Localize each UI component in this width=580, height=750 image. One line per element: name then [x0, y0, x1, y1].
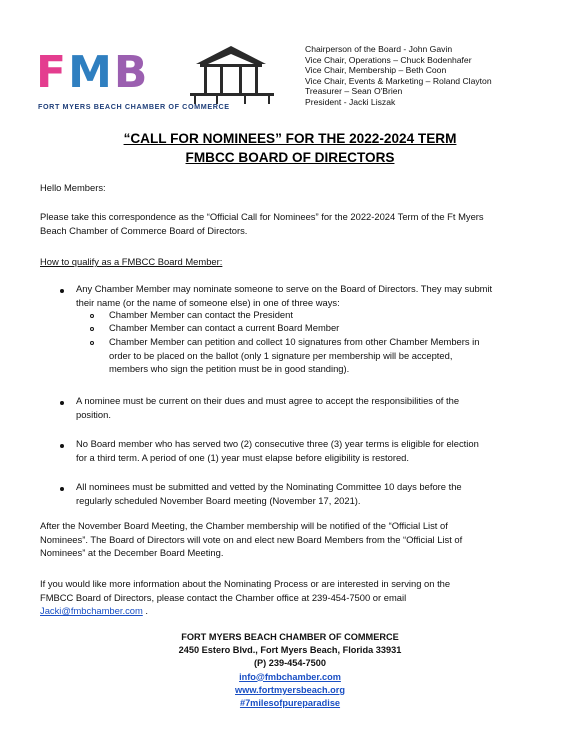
bullet-line: All nominees must be submitted and vetted by the Nominating Committee 10 days before the — [76, 481, 462, 492]
intro-paragraph — [40, 210, 550, 237]
bullet-deadline — [76, 480, 556, 507]
bullet-dot — [60, 401, 64, 405]
bullet-line: their name (or the name of someone else) in one of three ways: — [76, 296, 340, 308]
intro-line: Beach Chamber of Commerce Board of Directors. — [40, 224, 248, 236]
bullet-line: regularly scheduled November Board meeting (November 17, 2021). — [76, 494, 361, 506]
footer-email-link[interactable]: info@fmbchamber.com — [239, 671, 341, 682]
footer-hashtag-link[interactable]: #7milesofpureparadise — [239, 698, 341, 709]
officer-vice-chair-membership: Vice Chair, Membership – Beth Coon — [305, 65, 447, 76]
more-info-paragraph — [40, 577, 550, 618]
paragraph-line: After the November Board Meeting, the Chamber membership will be notified of the “Official List of — [40, 520, 448, 531]
footer-address: 2450 Estero Blvd., Fort Myers Beach, Florida 33931 — [178, 645, 402, 656]
sub-bullet-board-member: Chamber Member can contact a current Board Member — [109, 322, 340, 333]
paragraph-line: FMBCC Board of Directors, please contact the Chamber office at 239-454-7500 or email — [40, 591, 407, 603]
chamber-logo — [36, 42, 276, 116]
officer-chairperson: Chairperson of the Board - John Gavin — [305, 44, 453, 54]
contact-email-link[interactable]: Jacki@fmbchamber.com — [40, 605, 143, 616]
paragraph-line: Nominees”. The Board of Directors will vote on and elect new Board Members from the “Official List of — [40, 533, 463, 545]
officer-vice-chair-events: Vice Chair, Events & Marketing – Roland Clayton — [305, 75, 492, 86]
bullet-line: Chamber Member can petition and collect 10 signatures from other Chamber Members in — [109, 336, 480, 347]
paragraph-line: Nominees” at the December Board Meeting. — [40, 547, 224, 558]
qualify-heading: How to qualify as a FMBCC Board Member: — [40, 256, 223, 267]
bullet-line: for a third term. A period of one (1) year must elapse before eligibility is restored. — [76, 451, 409, 463]
footer-website-link[interactable]: www.fortmyersbeach.org — [235, 684, 345, 695]
sub-bullet-petition — [109, 335, 549, 376]
bullet-dues — [76, 394, 556, 421]
officer-president: President - Jacki Liszak — [305, 96, 396, 107]
sub-bullet-president: Chamber Member can contact the President — [109, 309, 293, 320]
footer-org: FORT MYERS BEACH CHAMBER OF COMMERCE — [181, 632, 399, 642]
logo-letters: FMB — [36, 47, 150, 98]
bullet-line: members who sign the petition must be in good standing). — [109, 363, 350, 374]
paragraph-line — [40, 604, 550, 618]
bullet-nominate — [76, 282, 556, 309]
officer-treasurer: Treasurer – Sean O'Brien — [305, 86, 403, 97]
sub-bullet-circle — [90, 327, 94, 331]
sub-bullet-circle — [90, 314, 94, 318]
pier-pavilion-icon — [186, 42, 276, 104]
logo-tagline: FORT MYERS BEACH CHAMBER OF COMMERCE — [38, 102, 230, 111]
document-subtitle: FMBCC BOARD OF DIRECTORS — [185, 150, 395, 165]
bullet-line: No Board member who has served two (2) consecutive three (3) year terms is eligible for election — [76, 438, 479, 449]
document-title: “CALL FOR NOMINEES” FOR THE 2022-2024 TERM — [123, 131, 457, 146]
bullet-dot — [60, 487, 64, 491]
bullet-term-limits — [76, 437, 556, 464]
bullet-dot — [60, 289, 64, 293]
footer-phone: (P) 239-454-7500 — [253, 658, 326, 669]
paragraph-line: If you would like more information about the Nominating Process or are interested in serving on the — [40, 578, 451, 589]
bullet-line: Any Chamber Member may nominate someone to serve on the Board of Directors. They may submit — [76, 283, 493, 294]
officers-list — [305, 44, 492, 108]
bullet-line: order to be placed on the ballot (only 1 signature per membership will be accepted, — [109, 349, 453, 361]
intro-line: Please take this correspondence as the “Official Call for Nominees” for the 2022-2024 Term of the Ft Myers — [40, 211, 484, 222]
bullet-dot — [60, 444, 64, 448]
paragraph-end: . — [142, 605, 148, 616]
officer-vice-chair-operations: Vice Chair, Operations – Chuck Bodenhafer — [305, 54, 472, 65]
bullet-line: A nominee must be current on their dues and must agree to accept the responsibilities of the — [76, 395, 460, 406]
greeting: Hello Members: — [40, 182, 106, 193]
bullet-line: position. — [76, 408, 111, 420]
sub-bullet-circle — [90, 341, 94, 345]
after-meeting-paragraph — [40, 519, 550, 560]
footer-contact — [0, 631, 580, 710]
